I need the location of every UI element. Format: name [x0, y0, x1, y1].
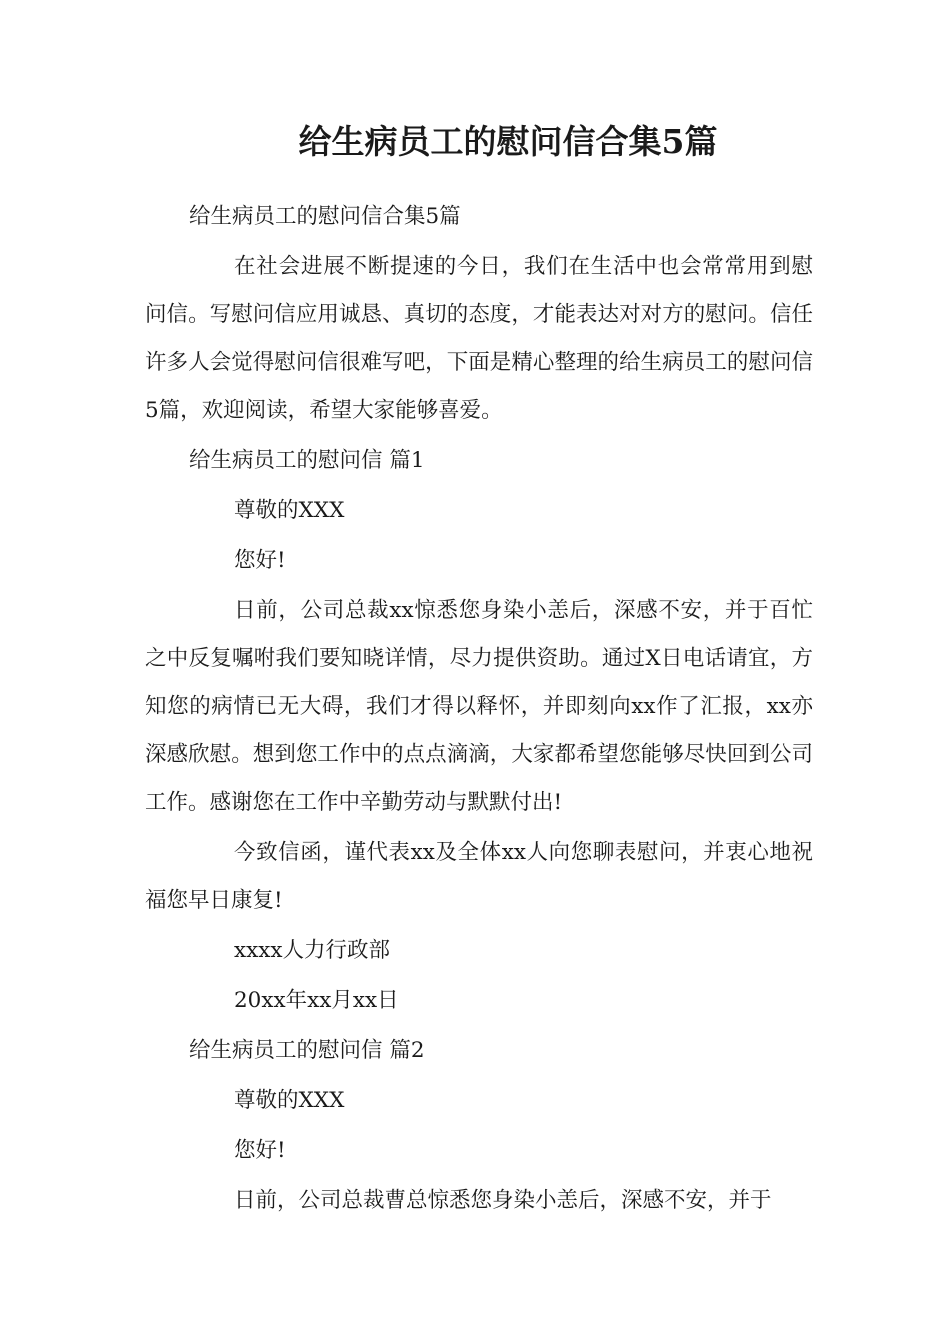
letter-body-1: 日前，公司总裁xx惊悉您身染小恙后，深感不安，并于百忙之中反复嘱咐我们要知晓详情，尽力提供资助。通过X日电话请宜，方知您的病情已无大碍，我们才得以释怀，并即刻向xx作了汇报，xx亦深感欣慰。想到您工作中的点点滴滴，大家都希望您能够尽快回到公司工作。感谢您在工作中辛勤劳动与默默付出!	[145, 598, 813, 815]
date-1: 20xx年xx月xx日	[234, 988, 399, 1013]
greeting-2: 您好!	[234, 1138, 286, 1163]
salutation-1: 尊敬的XXX	[234, 498, 345, 523]
section-heading-2: 给生病员工的慰问信 篇2	[189, 1038, 425, 1063]
document-body	[145, 193, 813, 1225]
intro-heading: 给生病员工的慰问信合集5篇	[189, 204, 461, 229]
greeting-1: 您好!	[234, 548, 286, 573]
letter-closing-1: 今致信函，谨代表xx及全体xx人向您聊表慰问，并衷心地祝福您早日康复!	[145, 840, 813, 913]
section-heading-1: 给生病员工的慰问信 篇1	[189, 448, 425, 473]
letter-body-2: 日前，公司总裁曹总惊悉您身染小恙后，深感不安，并于	[234, 1188, 772, 1213]
intro-paragraph: 在社会进展不断提速的今日，我们在生活中也会常常用到慰问信。写慰问信应用诚恳、真切的态度，才能表达对对方的慰问。信任许多人会觉得慰问信很难写吧，下面是精心整理的给生病员工的慰问信5篇，欢迎阅读，希望大家能够喜爱。	[145, 254, 813, 423]
salutation-2: 尊敬的XXX	[234, 1088, 345, 1113]
signature-1: xxxx人力行政部	[234, 938, 391, 963]
document-title: 给生病员工的慰问信合集5篇	[298, 122, 718, 161]
